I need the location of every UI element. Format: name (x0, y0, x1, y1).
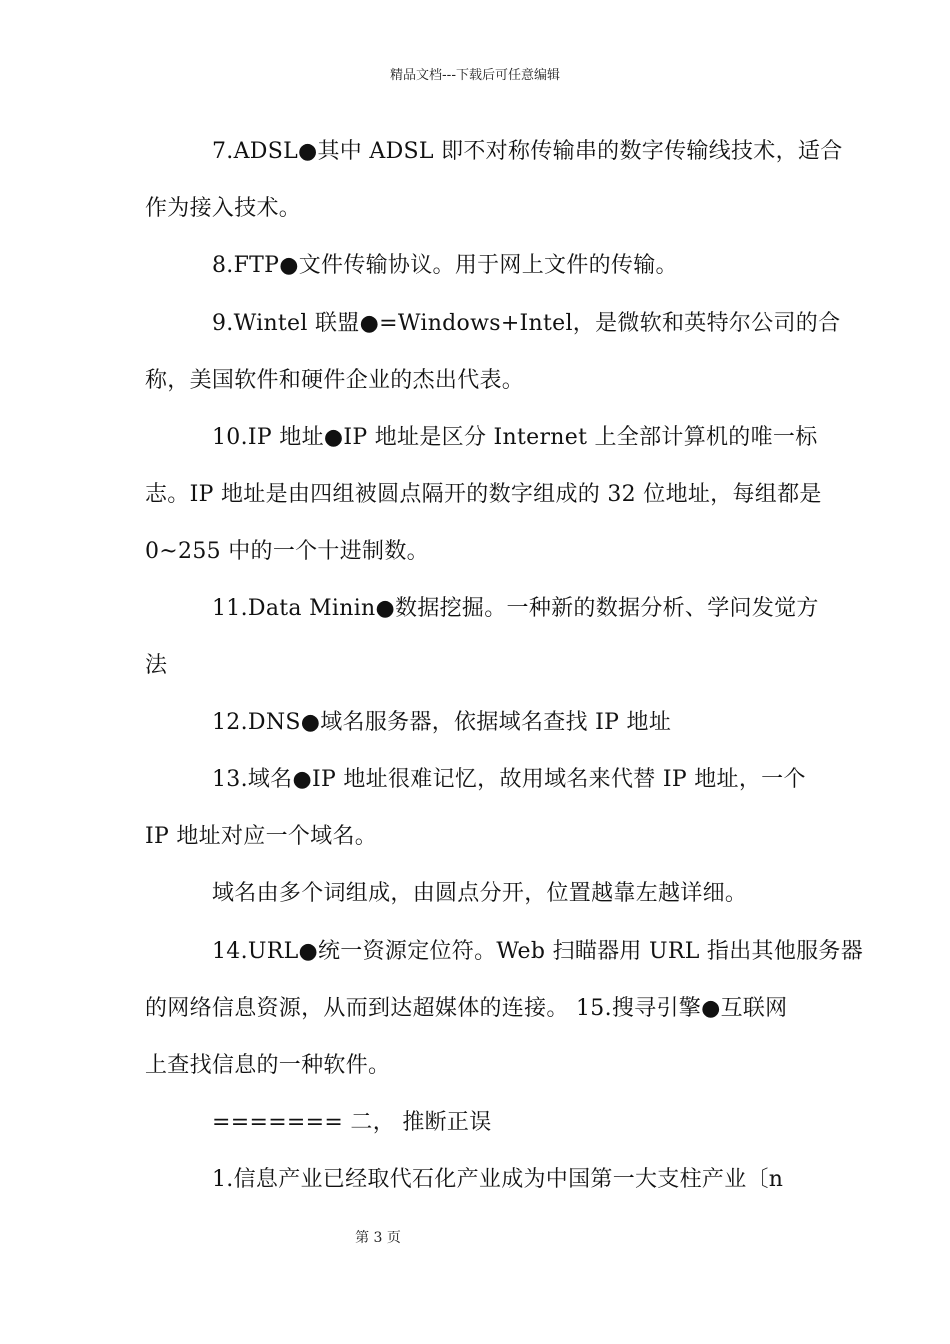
text-line: 8.FTP●文件传输协议。用于网上文件的传输。 (212, 253, 678, 278)
text-line: 法 (145, 653, 168, 678)
text-line: 作为接入技术。 (145, 196, 302, 221)
text-line: 0~255 中的一个十进制数。 (145, 539, 429, 564)
text-line: 7.ADSL●其中 ADSL 即不对称传输串的数字传输线技术，适合 (212, 139, 843, 164)
page-header: 精品文档---下载后可任意编辑 (389, 68, 561, 83)
text-line: 11.Data Minin●数据挖掘。一种新的数据分析、学问发觉方 (212, 596, 819, 621)
page-number: 第 3 页 (355, 1230, 401, 1246)
text-line: 的网络信息资源，从而到达超媒体的连接。 15.搜寻引擎●互联网 (145, 996, 788, 1021)
text-line: 10.IP 地址●IP 地址是区分 Internet 上全部计算机的唯一标 (212, 425, 818, 450)
section-heading: ======= 二， 推断正误 (212, 1110, 492, 1135)
text-line: 1.信息产业已经取代石化产业成为中国第一大支柱产业〔n (212, 1167, 784, 1192)
text-line: 域名由多个词组成，由圆点分开，位置越靠左越详细。 (212, 881, 748, 906)
text-line: 9.Wintel 联盟●=Windows+Intel，是微软和英特尔公司的合 (212, 311, 841, 336)
text-line: 13.域名●IP 地址很难记忆，故用域名来代替 IP 地址，一个 (212, 767, 806, 792)
text-line: 12.DNS●域名服务器，依据域名查找 IP 地址 (212, 710, 672, 735)
text-line: 称，美国软件和硬件企业的杰出代表。 (145, 368, 525, 393)
text-line: 14.URL●统一资源定位符。Web 扫瞄器用 URL 指出其他服务器 (212, 939, 864, 964)
text-line: IP 地址对应一个域名。 (145, 824, 378, 849)
text-line: 志。IP 地址是由四组被圆点隔开的数字组成的 32 位地址，每组都是 (145, 482, 822, 507)
text-line: 上查找信息的一种软件。 (145, 1053, 391, 1078)
